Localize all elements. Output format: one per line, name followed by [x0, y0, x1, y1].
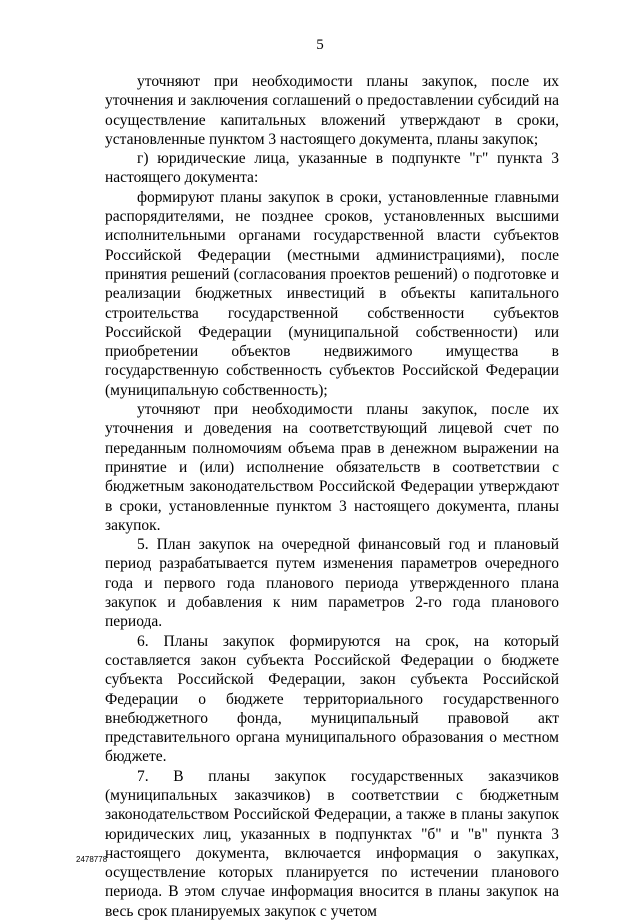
- paragraph-clarify-plans: уточняют при необходимости планы закупок, после их уточнения и заключения соглашений о предоставлении субсидий на осуществление капитальных вложений утверждают в сроки, установленные пунктом 3 настоящего документа, планы закупок;: [105, 73, 559, 148]
- paragraph-item-6: 6. Планы закупок формируются на срок, на который составляется закон субъекта Российской Федерации о бюджете субъекта Российской Федерации, закон субъекта Российской Федерации о бюджете территориального государственного внебюджетного фонда, муниципальный правовой акт представительного органа муниципального образования о местном бюджете.: [105, 632, 559, 766]
- page-number: 5: [316, 37, 324, 53]
- paragraph-item-7: 7. В планы закупок государственных заказчиков (муниципальных заказчиков) в соответствии с бюджетным законодательством Российской Федерации, а также в планы закупок юридических лиц, указанных в подпунктах "б" и "в" пункта 3 настоящего документа, включается информация о закупках, осуществление которых планируется по истечении планового периода. В этом случае информация вносится в планы закупок на весь срок планируемых закупок с учетом: [105, 767, 559, 920]
- document-body: [105, 72, 559, 921]
- paragraph-clarify-plans-2: уточняют при необходимости планы закупок, после их уточнения и доведения на соответствующий лицевой счет по переданным полномочиям объема прав в денежном выражении на принятие и (или) исполнение обязательств в соответствии с бюджетным законодательством Российской Федерации утверждают в сроки, установленные пунктом 3 настоящего документа, планы закупок.: [105, 401, 559, 534]
- paragraph-legal-entities: г) юридические лица, указанные в подпункте "г" пункта 3 настоящего документа:: [105, 150, 559, 187]
- document-code: 2478778: [76, 855, 108, 864]
- paragraph-item-5: 5. План закупок на очередной финансовый год и плановый период разрабатывается путем изменения параметров очередного года и первого года планового периода утвержденного плана закупок и добавления к ним параметров 2-го года планового периода.: [105, 536, 559, 631]
- paragraph-form-plans: формируют планы закупок в сроки, установленные главными распорядителями, не позднее сроков, установленных высшими исполнительными органами государственной власти субъектов Российской Федерации (местными администрациями), после принятия решений (согласования проектов решений) о подготовке и реализации бюджетных инвестиций в объекты капитального строительства государственной собственности субъектов Российской Федерации (муниципальной собственности) или приобретении объектов недвижимого имущества в государственную собственность субъектов Российской Федерации (муниципальную собственность);: [105, 188, 559, 399]
